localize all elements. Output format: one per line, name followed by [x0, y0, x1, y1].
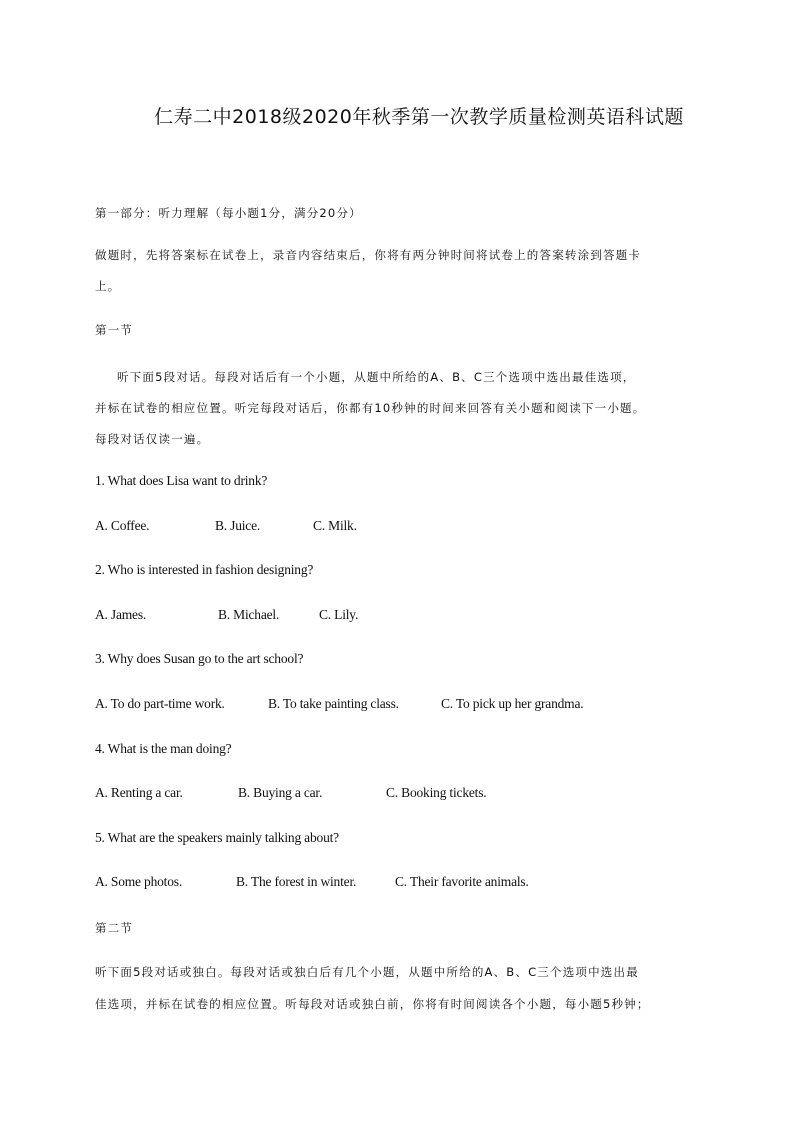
question-3-option-b: B. To take painting class.	[268, 696, 399, 711]
section2-instruction-line2: 佳选项，并标在试卷的相应位置。听每段对话或独白前，你将有时间阅读各个小题，每小题5秒钟；	[95, 997, 650, 1011]
question-2-stem: 2. Who is interested in fashion designing?	[95, 562, 314, 577]
page-title: 仁寿二中2018级2020年秋季第一次教学质量检测英语科试题	[154, 106, 684, 128]
question-4-option-b: B. Buying a car.	[238, 785, 323, 800]
question-1-stem: 1. What does Lisa want to drink?	[95, 473, 268, 488]
question-4-stem: 4. What is the man doing?	[95, 741, 232, 756]
section1-instruction-line2: 并标在试卷的相应位置。听完每段对话后，你都有10秒钟的时间来回答有关小题和阅读下一小题。	[95, 401, 646, 415]
question-5-option-b: B. The forest in winter.	[236, 874, 357, 889]
question-5-option-c: C. Their favorite animals.	[395, 874, 529, 889]
question-1-option-b: B. Juice.	[215, 518, 261, 533]
part1-instruction-line1: 做题时，先将答案标在试卷上，录音内容结束后，你将有两分钟时间将试卷上的答案转涂到答题卡	[95, 248, 642, 262]
question-5-option-a: A. Some photos.	[95, 874, 183, 889]
question-2-option-a: A. James.	[95, 607, 147, 622]
question-1-option-a: A. Coffee.	[95, 518, 150, 533]
section1-instruction-line1: 听下面5段对话。每段对话后有一个小题，从题中所给的A、B、C三个选项中选出最佳选项，	[117, 370, 636, 384]
question-3-option-a: A. To do part-time work.	[95, 696, 225, 711]
part1-instruction-line2: 上。	[95, 279, 121, 293]
part1-heading: 第一部分：听力理解（每小题1分，满分20分）	[95, 206, 362, 220]
question-1-option-c: C. Milk.	[313, 518, 357, 533]
question-2-option-c: C. Lily.	[319, 607, 359, 622]
question-4-option-a: A. Renting a car.	[95, 785, 183, 800]
question-4-option-c: C. Booking tickets.	[386, 785, 487, 800]
question-2-option-b: B. Michael.	[218, 607, 280, 622]
section1-heading: 第一节	[95, 323, 134, 337]
question-3-option-c: C. To pick up her grandma.	[441, 696, 584, 711]
section2-instruction-line1: 听下面5段对话或独白。每段对话或独白后有几个小题，从题中所给的A、B、C三个选项中选出最	[95, 965, 639, 979]
question-5-stem: 5. What are the speakers mainly talking about?	[95, 830, 339, 845]
section1-instruction-line3: 每段对话仅读一遍。	[95, 432, 210, 446]
question-3-stem: 3. Why does Susan go to the art school?	[95, 651, 304, 666]
section2-heading: 第二节	[95, 921, 134, 935]
